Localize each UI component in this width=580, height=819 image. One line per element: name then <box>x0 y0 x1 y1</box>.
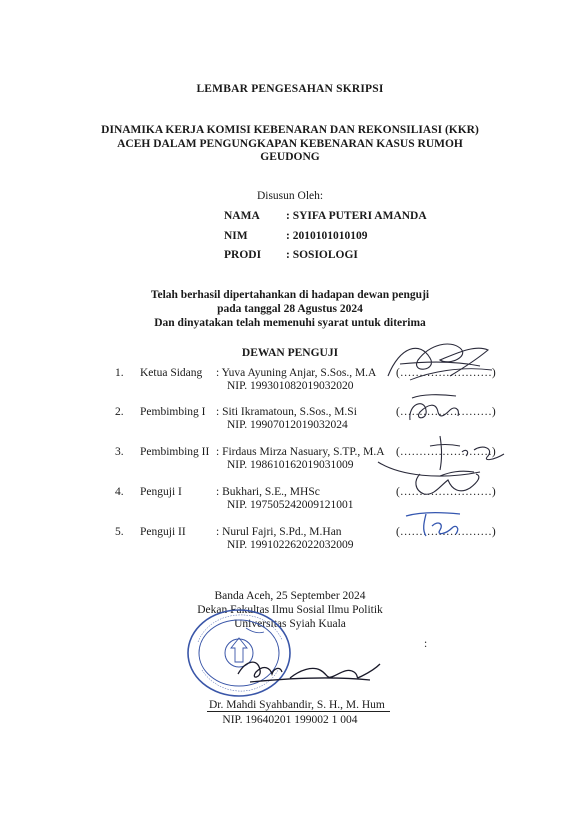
dean-nip: NIP. 19640201 199002 1 004 <box>222 714 358 726</box>
author-intro: Disusun Oleh: <box>256 190 324 202</box>
author-nim-value: : 2010101010109 <box>286 230 368 242</box>
member-3-nip: NIP. 198610162019031009 <box>227 459 354 471</box>
member-5-name: : Nurul Fajri, S.Pd., M.Han <box>216 526 342 538</box>
member-4-number: 4. <box>115 486 124 498</box>
member-3-signature-slot: (……………………) <box>396 446 496 458</box>
member-2-name: : Siti Ikramatoun, S.Sos., M.Si <box>216 406 357 418</box>
author-nim-label: NIM <box>224 230 248 242</box>
member-4-name: : Bukhari, S.E., MHSc <box>216 486 320 498</box>
member-3-name: : Firdaus Mirza Nasuary, S.TP., M.A <box>216 446 385 458</box>
official-stamp-seal <box>186 608 292 698</box>
member-3-number: 3. <box>115 446 124 458</box>
thesis-title <box>0 124 580 165</box>
author-name-value: : SYIFA PUTERI AMANDA <box>286 210 427 222</box>
author-prodi-label: PRODI <box>224 249 262 261</box>
approval-university: Universitas Syiah Kuala <box>234 618 346 630</box>
member-1-signature-slot: (……………………) <box>396 367 496 379</box>
member-4-role: Penguji I <box>140 486 182 498</box>
board-heading: DEWAN PENGUJI <box>241 347 339 359</box>
dean-signature-line <box>207 711 390 712</box>
member-2-signature-slot: (……………………) <box>396 406 496 418</box>
member-2-role: Pembimbing I <box>140 406 206 418</box>
author-name-label: NAMA <box>224 210 260 222</box>
thesis-title-line-3: GEUDONG <box>260 151 320 163</box>
member-1-nip: NIP. 199301082019032020 <box>227 380 354 392</box>
approval-place-date: Banda Aceh, 25 September 2024 <box>214 590 366 602</box>
member-5-nip: NIP. 199102262022032009 <box>227 539 354 551</box>
defense-statement <box>0 288 580 330</box>
thesis-title-line-2: ACEH DALAM PENGUNGKAPAN KEBENARAN KASUS RUMOH <box>117 137 463 150</box>
member-3-role: Pembimbing II <box>140 446 210 458</box>
member-4-signature-slot: (……………………) <box>396 486 496 498</box>
dean-name: Dr. Mahdi Syahbandir, S. H., M. Hum <box>209 699 385 711</box>
member-5-signature-slot: (……………………) <box>396 526 496 538</box>
stray-mark: : <box>424 638 428 650</box>
page-title: LEMBAR PENGESAHAN SKRIPSI <box>196 83 384 95</box>
member-2-nip: NIP. 19907012019032024 <box>227 419 348 431</box>
approval-position: Dekan Fakultas Ilmu Sosial Ilmu Politik <box>197 604 383 616</box>
thesis-title-line-1: DINAMIKA KERJA KOMISI KEBENARAN DAN REKONSILIASI (KKR) <box>101 124 479 136</box>
member-1-number: 1. <box>115 367 124 379</box>
member-1-name: : Yuva Ayuning Anjar, S.Sos., M.A <box>216 367 377 379</box>
defense-line-2: pada tanggal 28 Agustus 2024 <box>217 303 363 315</box>
author-prodi-value: : SOSIOLOGI <box>286 249 358 261</box>
member-5-number: 5. <box>115 526 124 538</box>
member-2-number: 2. <box>115 406 124 418</box>
defense-line-1: Telah berhasil dipertahankan di hadapan dewan penguji <box>150 289 430 301</box>
defense-line-3: Dan dinyatakan telah memenuhi syarat untuk diterima <box>154 317 426 329</box>
member-5-role: Penguji II <box>140 526 186 538</box>
member-4-nip: NIP. 197505242009121001 <box>227 499 354 511</box>
member-1-role: Ketua Sidang <box>140 367 203 379</box>
